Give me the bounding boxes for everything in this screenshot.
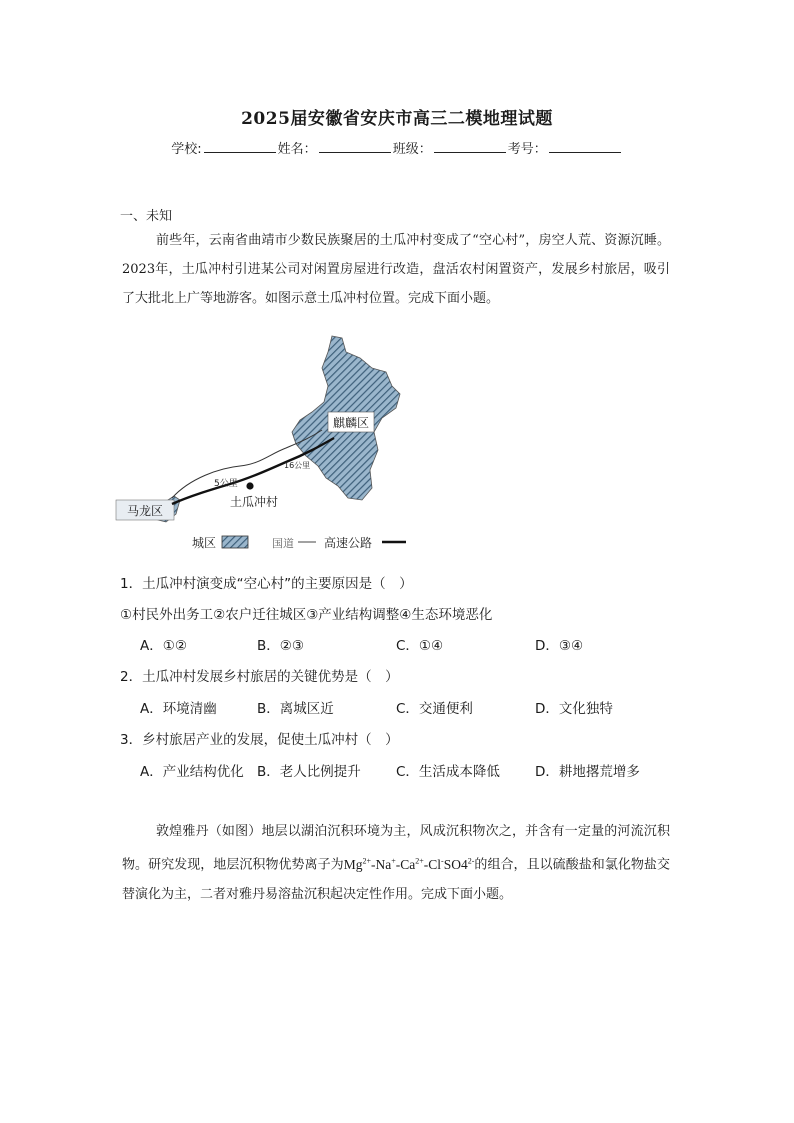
legend-highway-label: 高速公路 — [324, 536, 373, 550]
dunhuang-text-a: 敦煌雅丹（如图）地层以湖泊沉积环境为主，风成沉积物次之，并含有一定量的河流沉积物。研究发现，地层沉积物优势离子为 — [122, 824, 670, 873]
village-location-map — [110, 328, 420, 558]
legend-city-swatch — [222, 536, 248, 548]
question-3-stem: 3．乡村旅居产业的发展，促使土瓜冲村（ ） — [120, 732, 399, 748]
village-marker — [246, 482, 253, 489]
dunhuang-text-b: 的组合，且以硫酸盐和氯化物盐交替演化为主，二者对雅丹易溶盐沉积起决定性作用。完成下面小题。 — [122, 857, 670, 902]
map-legend — [192, 535, 406, 550]
village-label: 土瓜冲村 — [230, 495, 279, 509]
section-heading: 一、未知 — [120, 209, 173, 224]
school-label: 学校: — [171, 142, 202, 157]
question-1-statements: ①村民外出务工②农户迁往城区③产业结构调整④生态环境恶化 — [120, 607, 493, 623]
q2-option-b[interactable]: B．离城区近 — [257, 701, 334, 717]
qilin-label: 麒麟区 — [332, 416, 370, 430]
intro-paragraph: 前些年，云南省曲靖市少数民族聚居的土瓜冲村变成了“空心村”，房空人荒、资源沉睡。2023年，土瓜冲村引进某公司对闲置房屋进行改造，盘活农村闲置资产，发展乡村旅居，吸引了大批北上广等地游客。如图示意土瓜冲村位置。完成下面小题。 — [122, 233, 670, 306]
question-1-stem: 1．土瓜冲村演变成“空心村”的主要原因是（ ） — [120, 576, 413, 592]
school-field[interactable] — [204, 140, 276, 153]
id-field[interactable] — [549, 140, 621, 153]
q1-option-a[interactable]: A．①② — [140, 638, 187, 654]
legend-city-label: 城区 — [192, 536, 217, 550]
legend-road-label: 国道 — [272, 537, 294, 550]
q1-option-d[interactable]: D．③④ — [535, 638, 584, 654]
class-label: 班级： — [392, 142, 432, 157]
q3-option-c[interactable]: C．生活成本降低 — [396, 764, 500, 780]
page-title: 2025届安徽省安庆市高三二模地理试题 — [241, 109, 553, 129]
q3-option-a[interactable]: A．产业结构优化 — [140, 764, 244, 780]
q2-option-a[interactable]: A．环境清幽 — [140, 701, 217, 717]
question-2-stem: 2．土瓜冲村发展乡村旅居的关键优势是（ ） — [120, 669, 399, 685]
id-label: 考号： — [507, 142, 547, 157]
student-info-row — [0, 138, 794, 157]
q3-option-d[interactable]: D．耕地撂荒增多 — [535, 764, 640, 780]
q2-option-d[interactable]: D．文化独特 — [535, 701, 613, 717]
q1-option-c[interactable]: C．①④ — [396, 638, 444, 654]
ion-formula: $Mg^{2+}-Na^+-Ca^{2+}-Cl^-SO4^{2-}$ — [343, 856, 475, 872]
distance-5km-label: 5公里 — [214, 479, 238, 489]
class-field[interactable] — [434, 140, 506, 153]
name-field[interactable] — [319, 140, 391, 153]
distance-16km-label: 16公里 — [284, 461, 311, 470]
malong-label: 马龙区 — [126, 504, 164, 518]
name-label: 姓名： — [277, 142, 317, 157]
q2-option-c[interactable]: C．交通便利 — [396, 701, 473, 717]
q1-option-b[interactable]: B．②③ — [257, 638, 304, 654]
q3-option-b[interactable]: B．老人比例提升 — [257, 764, 361, 780]
dunhuang-paragraph — [122, 817, 670, 909]
